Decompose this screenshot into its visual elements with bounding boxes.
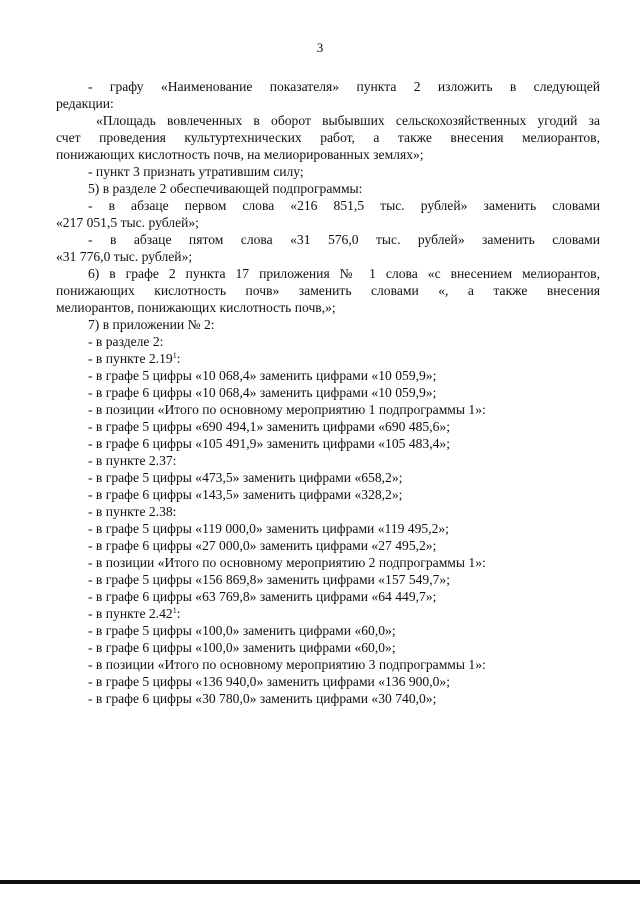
list-item: - в графе 6 цифры «143,5» заменить цифрами «328,2»; — [88, 487, 403, 502]
list-item: - в графе 5 цифры «473,5» заменить цифрами «658,2»; — [88, 470, 403, 485]
paragraph-line: - пункт 3 признать утратившим силу; — [88, 164, 304, 179]
list-item-text: : — [176, 351, 181, 366]
paragraph-line: понижающих кислотность почв» заменить словами «, а также внесения — [56, 283, 600, 298]
page-number: 3 — [316, 40, 324, 55]
paragraph-line: 5) в разделе 2 обеспечивающей подпрограммы: — [88, 181, 363, 196]
list-item-text: : — [176, 606, 181, 621]
paragraph-line: редакции: — [56, 96, 114, 111]
paragraph-line: 6) в графе 2 пункта 17 приложения № 1 слова «с внесением мелиорантов, — [88, 266, 600, 281]
scan-edge-bar — [0, 880, 640, 884]
list-item: - в графе 5 цифры «690 494,1» заменить цифрами «690 485,6»; — [88, 419, 450, 434]
list-item — [56, 605, 600, 622]
list-item: - в графе 6 цифры «10 068,4» заменить цифрами «10 059,9»; — [88, 385, 437, 400]
superscript: 1 — [172, 351, 177, 360]
list-item: - в графе 6 цифры «30 780,0» заменить цифрами «30 740,0»; — [88, 691, 437, 706]
list-item: - в позиции «Итого по основному мероприятию 2 подпрограммы 1»: — [88, 555, 486, 570]
superscript: 1 — [172, 606, 177, 615]
list-item: - в графе 6 цифры «63 769,8» заменить цифрами «64 449,7»; — [88, 589, 437, 604]
list-item: - в пункте 2.38: — [88, 504, 177, 519]
paragraph-line: - в абзаце первом слова «216 851,5 тыс. рублей» заменить словами — [88, 198, 600, 213]
list-item: - в пункте 2.37: — [88, 453, 177, 468]
list-item-text: - в пункте 2.42 — [88, 606, 173, 621]
list-item: - в графе 6 цифры «100,0» заменить цифрами «60,0»; — [88, 640, 396, 655]
document-body — [56, 78, 600, 707]
list-item: - в графе 6 цифры «105 491,9» заменить цифрами «105 483,4»; — [88, 436, 450, 451]
list-item: - в графе 5 цифры «119 000,0» заменить цифрами «119 495,2»; — [88, 521, 449, 536]
list-item-text: - в пункте 2.19 — [88, 351, 173, 366]
paragraph-line: «Площадь вовлеченных в оборот выбывших сельскохозяйственных угодий за — [96, 113, 600, 128]
list-item — [56, 350, 600, 367]
list-item: - в позиции «Итого по основному мероприятию 3 подпрограммы 1»: — [88, 657, 486, 672]
list-item: - в графе 6 цифры «27 000,0» заменить цифрами «27 495,2»; — [88, 538, 437, 553]
paragraph-line: мелиорантов, понижающих кислотность почв,»; — [56, 300, 336, 315]
paragraph-line: - графу «Наименование показателя» пункта 2 изложить в следующей — [88, 79, 600, 94]
paragraph-line: понижающих кислотность почв, на мелиорированных землях»; — [56, 147, 424, 162]
list-item: - в графе 5 цифры «100,0» заменить цифрами «60,0»; — [88, 623, 396, 638]
paragraph-line: «31 776,0 тыс. рублей»; — [56, 249, 193, 264]
list-item: 7) в приложении № 2: — [88, 317, 215, 332]
paragraph-line: «217 051,5 тыс. рублей»; — [56, 215, 199, 230]
list-item: - в графе 5 цифры «136 940,0» заменить цифрами «136 900,0»; — [88, 674, 450, 689]
list-item: - в графе 5 цифры «10 068,4» заменить цифрами «10 059,9»; — [88, 368, 437, 383]
list-item: - в позиции «Итого по основному мероприятию 1 подпрограммы 1»: — [88, 402, 486, 417]
list-item: - в графе 5 цифры «156 869,8» заменить цифрами «157 549,7»; — [88, 572, 450, 587]
list-item: - в разделе 2: — [88, 334, 164, 349]
paragraph-line: - в абзаце пятом слова «31 576,0 тыс. рублей» заменить словами — [88, 232, 600, 247]
paragraph-line: счет проведения культуртехнических работ, а также внесения мелиорантов, — [56, 130, 600, 145]
